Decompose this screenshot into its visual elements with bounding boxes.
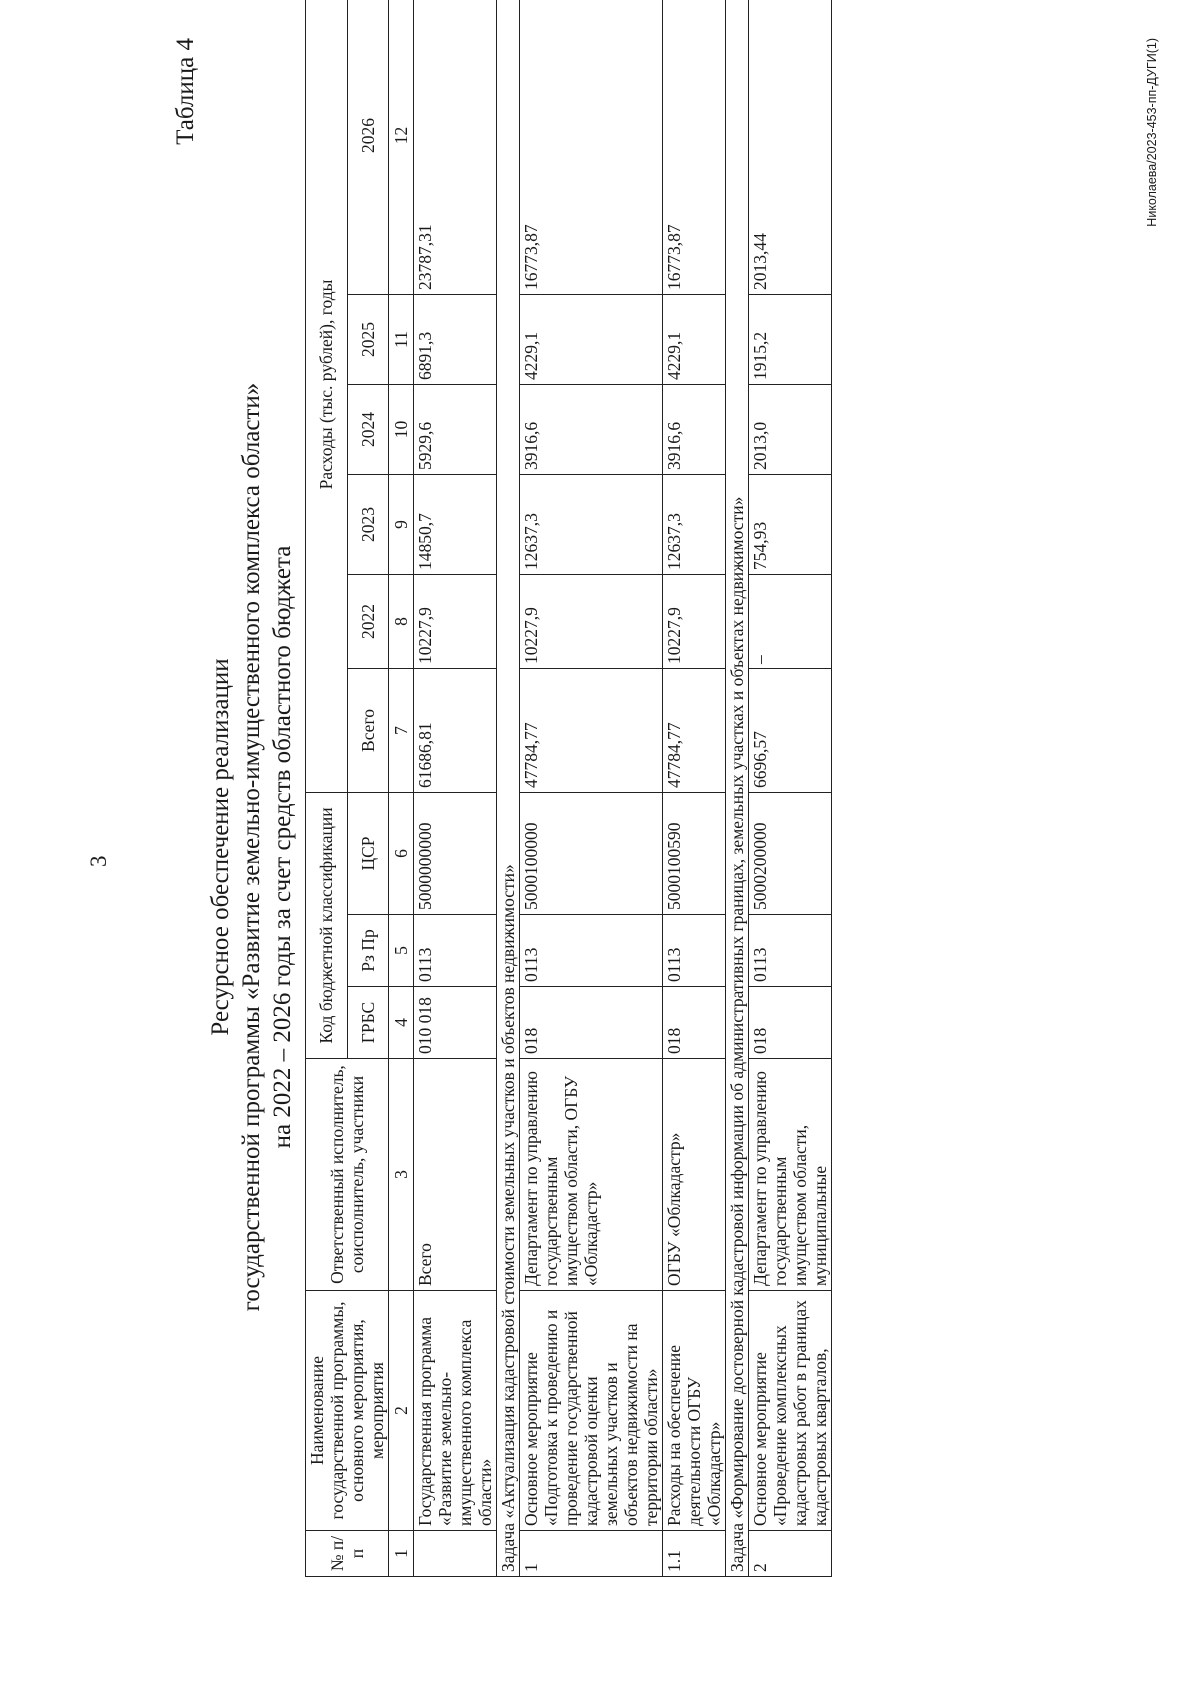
header-name: Наименование государственной программы, основного мероприятия, мероприятия [306,1291,389,1531]
cell-no: 2 [749,1531,832,1577]
column-number: 9 [389,475,414,575]
header-budget-code: Код бюджетной классификации [306,793,348,1059]
column-number: 2 [389,1291,414,1531]
cell-executor: ОГБУ «Облкадастр» [663,1059,726,1291]
cell-no: 1 [520,1531,663,1577]
task-row [726,0,749,1577]
cell-name: Основное мероприятие «Подготовка к проведению и проведение государственной кадастровой оценки земельных участков и объектов недвижимости на территории области» [520,1291,663,1531]
cell-2025: 6891,3 [414,295,497,385]
header-csr: ЦСР [347,793,389,915]
cell-2025: 4229,1 [663,295,726,385]
document-title [205,297,298,1397]
table-row [520,0,663,1577]
cell-2022: 10227,9 [663,575,726,669]
cell-csr: 5000100590 [663,793,726,915]
cell-2026: 16773,87 [663,0,726,295]
cell-name: Основное мероприятие «Проведение комплексных кадастровых работ в границах кадастровых кварталов, [749,1291,832,1531]
cell-executor: Департамент по управлению государственным имуществом области, муниципальные [749,1059,832,1291]
table-body [414,0,832,1577]
cell-total: 6696,57 [749,669,832,793]
cell-2022: 10227,9 [414,575,497,669]
column-number: 1 [389,1531,414,1577]
task-text: Задача «Формирование достоверной кадастровой информации об административных границах, земельных участках и объектах недвижимости» [726,0,749,1577]
cell-2024: 5929,6 [414,385,497,475]
cell-2023: 754,93 [749,475,832,575]
cell-rzpr: 0113 [663,915,726,987]
cell-no [414,1531,497,1577]
cell-2025: 1915,2 [749,295,832,385]
column-number: 12 [389,0,414,295]
column-number: 7 [389,669,414,793]
resource-table [305,0,832,1577]
cell-2025: 4229,1 [520,295,663,385]
cell-grbs: 018 [663,987,726,1059]
cell-2023: 12637,3 [520,475,663,575]
cell-grbs: 010 018 [414,987,497,1059]
header-2023: 2023 [347,475,389,575]
cell-grbs: 018 [749,987,832,1059]
cell-2024: 3916,6 [520,385,663,475]
table-row [663,0,726,1577]
header-no: № п/п [306,1531,389,1577]
column-number-row [389,0,414,1577]
cell-rzpr: 0113 [414,915,497,987]
cell-2023: 12637,3 [663,475,726,575]
header-2022: 2022 [347,575,389,669]
cell-csr: 5000000000 [414,793,497,915]
column-number: 11 [389,295,414,385]
header-2025: 2025 [347,295,389,385]
cell-2024: 3916,6 [663,385,726,475]
title-line: Ресурсное обеспечение реализации [207,658,234,1036]
table-header [306,0,414,1577]
column-number: 4 [389,987,414,1059]
cell-rzpr: 0113 [749,915,832,987]
header-2026: 2026 [347,0,389,295]
cell-executor: Департамент по управлению государственным имуществом области, ОГБУ «Облкадастр» [520,1059,663,1291]
table-row [414,0,497,1577]
column-number: 3 [389,1059,414,1291]
cell-no: 1.1 [663,1531,726,1577]
cell-2022: – [749,575,832,669]
cell-name: Расходы на обеспечение деятельности ОГБУ «Облкадастр» [663,1291,726,1531]
cell-grbs: 018 [520,987,663,1059]
cell-2022: 10227,9 [520,575,663,669]
column-number: 5 [389,915,414,987]
cell-rzpr: 0113 [520,915,663,987]
title-line: государственной программы «Развитие земельно-имущественного комплекса области» [238,382,265,1312]
cell-2026: 23787,31 [414,0,497,295]
cell-total: 47784,77 [520,669,663,793]
cell-2026: 16773,87 [520,0,663,295]
column-number: 6 [389,793,414,915]
header-2024: 2024 [347,385,389,475]
header-grbs: ГРБС [347,987,389,1059]
header-rzpr: Рз Пр [347,915,389,987]
column-number: 8 [389,575,414,669]
page-number: 3 [86,855,111,867]
cell-csr: 5000100000 [520,793,663,915]
cell-name: Государственная программа «Развитие земельно-имущественного комплекса области» [414,1291,497,1531]
cell-executor: Всего [414,1059,497,1291]
cell-2023: 14850,7 [414,475,497,575]
title-line: на 2022 – 2026 годы за счет средств областного бюджета [269,545,296,1149]
cell-2024: 2013,0 [749,385,832,475]
cell-csr: 5000200000 [749,793,832,915]
cell-total: 61686,81 [414,669,497,793]
cell-2026: 2013,44 [749,0,832,295]
table-label: Таблица 4 [172,38,199,145]
task-text: Задача «Актуализация кадастровой стоимости земельных участков и объектов недвижимости» [497,0,520,1577]
column-number: 10 [389,385,414,475]
header-expenses: Расходы (тыс. рублей), годы [306,0,348,793]
footer-document-code: Николаева/2023-453-пп-ДУГИ(1) [1145,38,1159,227]
header-executor: Ответственный исполнитель, соисполнитель, участники [306,1059,389,1291]
header-total: Всего [347,669,389,793]
table-row [749,0,832,1577]
cell-total: 47784,77 [663,669,726,793]
task-row [497,0,520,1577]
